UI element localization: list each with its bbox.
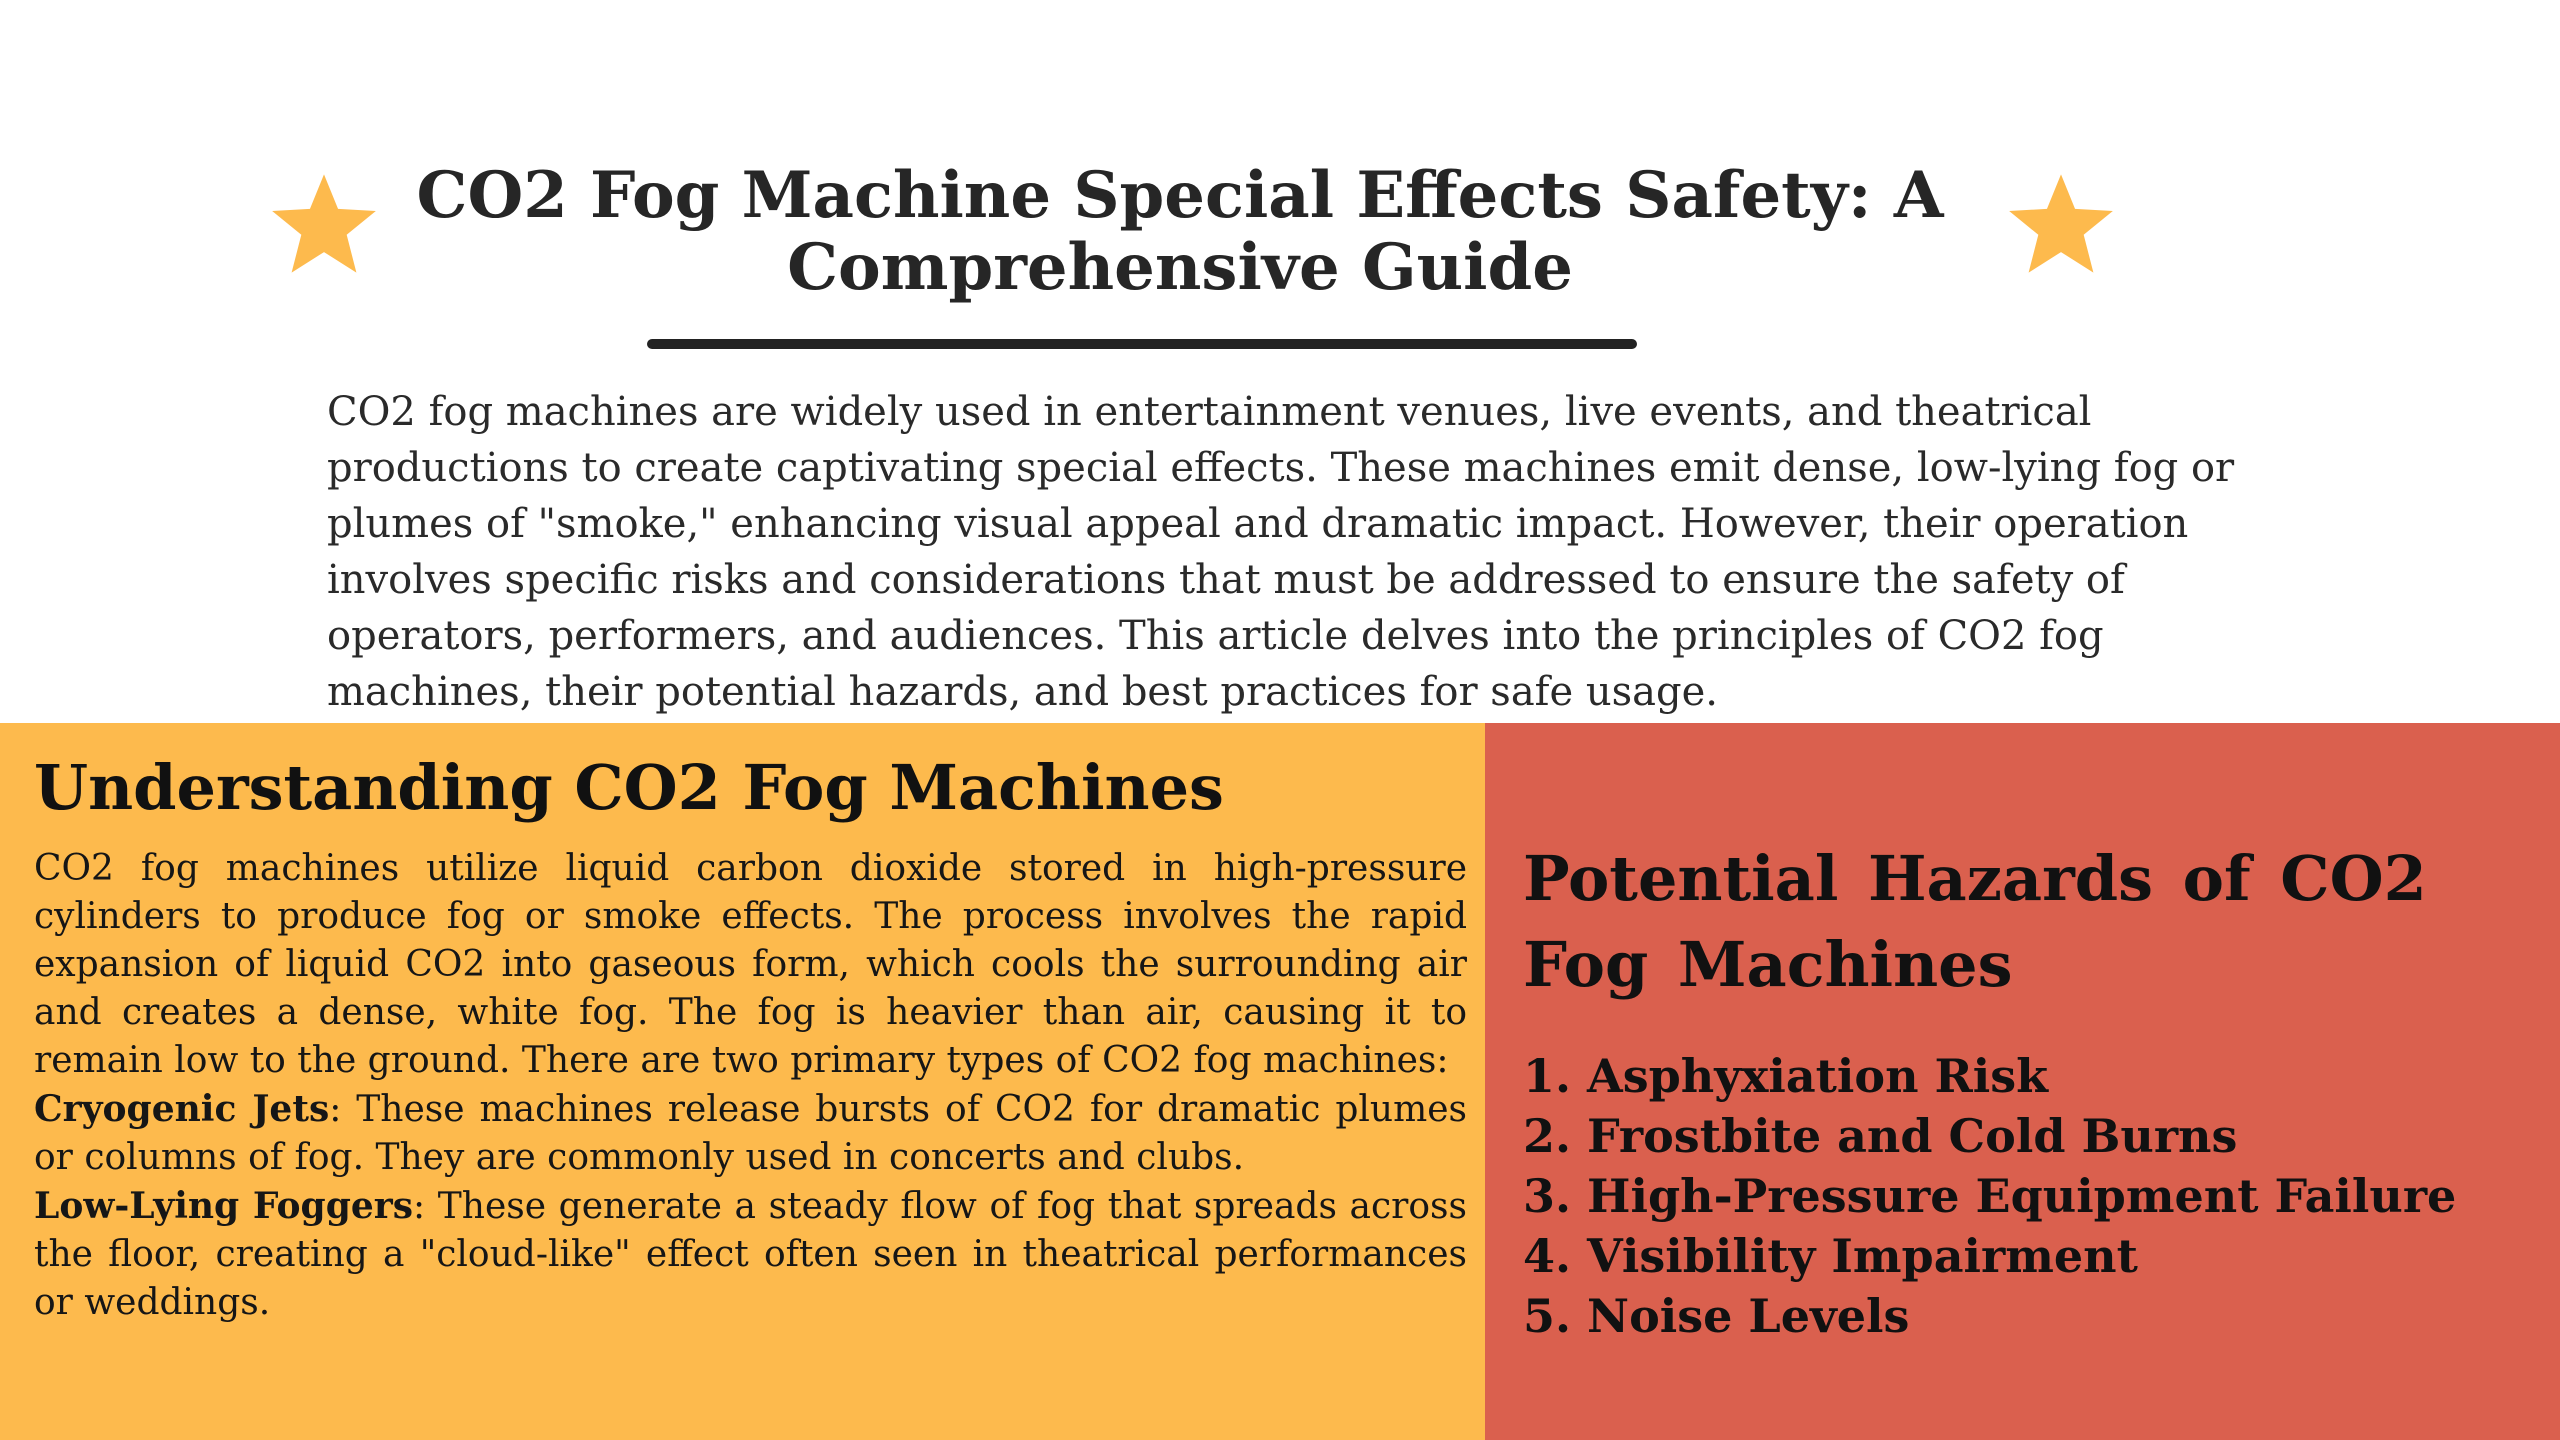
machine-type-term: Cryogenic Jets: [34, 1088, 330, 1130]
hazard-item: 2. Frostbite and Cold Burns: [1523, 1109, 2238, 1163]
star-icon: [270, 172, 378, 276]
star-icon: [2007, 172, 2115, 276]
title-underline: [647, 339, 1637, 349]
machine-type-term: Low-Lying Foggers: [34, 1185, 414, 1227]
intro-paragraph: CO2 fog machines are widely used in entertainment venues, live events, and theatrical productions to create captivating special effects. These machines emit dense, low-lying fog or plumes of "smoke," enhancing visual appeal and dramatic impact. However, their operation involves specific risks and considerations that must be addressed to ensure the safety of operators, performers, and audiences. This article delves into the principles of CO2 fog machines, their potential hazards, and best practices for safe usage.: [327, 389, 2235, 715]
hazard-item: 1. Asphyxiation Risk: [1523, 1049, 2049, 1103]
understanding-heading: Understanding CO2 Fog Machines: [34, 751, 1224, 824]
machine-type-description: : These generate a steady flow of fog that spreads across the floor, creating a "cloud-like" effect often seen in theatrical performances or weddings.: [34, 1186, 1467, 1323]
machine-type-cryogenic-jets: [34, 1085, 1467, 1182]
understanding-section: [0, 723, 1485, 1440]
hazards-heading: Potential Hazards of CO2 Fog Machines: [1523, 842, 2427, 1001]
hazard-item: 3. High-Pressure Equipment Failure: [1523, 1169, 2457, 1223]
machine-type-description: : These machines release bursts of CO2 for dramatic plumes or columns of fog. They are commonly used in concerts and clubs.: [34, 1089, 1467, 1178]
understanding-paragraph: CO2 fog machines utilize liquid carbon dioxide stored in high-pressure cylinders to produce fog or smoke effects. The process involves the rapid expansion of liquid CO2 into gaseous form, which cools the surrounding air and creates a dense, white fog. The fog is heavier than air, causing it to remain low to the ground. There are two primary types of CO2 fog machines:: [34, 848, 1467, 1081]
machine-type-low-lying-foggers: [34, 1182, 1467, 1327]
hazards-list: [1523, 1046, 2530, 1346]
hazard-item: 4. Visibility Impairment: [1523, 1229, 2138, 1283]
hazards-section: [1485, 723, 2560, 1440]
hazard-item: 5. Noise Levels: [1523, 1289, 1910, 1343]
page-title: CO2 Fog Machine Special Effects Safety: A Comprehensive Guide: [416, 158, 1944, 305]
